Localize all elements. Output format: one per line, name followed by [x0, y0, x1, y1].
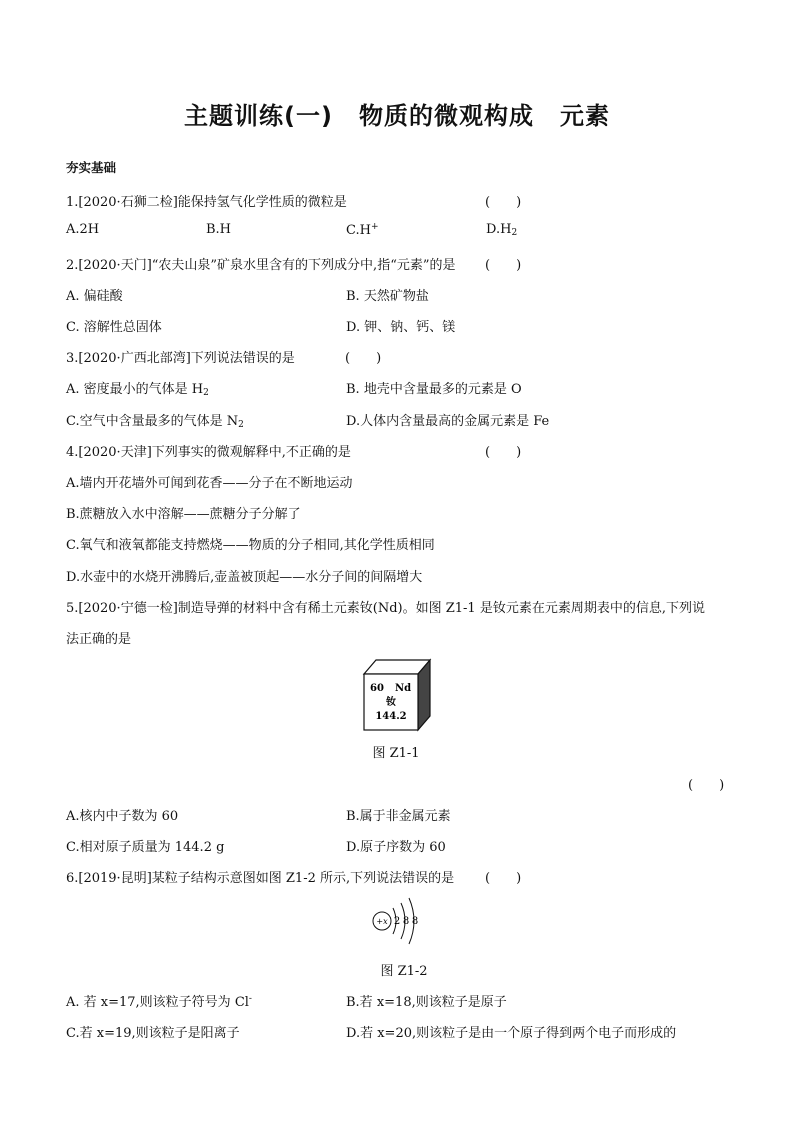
- question-6-stem: 6.[2019·昆明]某粒子结构示意图如图 Z1-2 所示,下列说法错误的是: [66, 871, 455, 886]
- question-1-option-c: C.H+: [346, 222, 379, 238]
- section-heading: 夯实基础: [66, 160, 117, 175]
- atomic-mass: 144.2: [375, 711, 407, 722]
- question-5-stem-line-2: 法正确的是: [66, 632, 132, 647]
- shell-2-electrons: 8: [402, 916, 410, 927]
- atomic-number: 60: [370, 683, 384, 694]
- question-3-option-d: D.人体内含量最高的金属元素是 Fe: [346, 414, 550, 429]
- question-1-option-a: A.2H: [66, 222, 100, 237]
- shell-1-electrons: 2: [393, 916, 401, 927]
- title-part-2: 物质的微观构成: [358, 102, 534, 130]
- page-title: [0, 96, 794, 131]
- question-2-option-a: A. 偏硅酸: [66, 289, 123, 304]
- question-2-answer-bracket: ( ): [485, 258, 522, 273]
- question-5-stem-line-1: 5.[2020·宁德一检]制造导弹的材料中含有稀土元素钕(Nd)。如图 Z1-1 是钕元素在元素周期表中的信息,下列说: [66, 601, 705, 616]
- element-symbol: Nd: [395, 683, 412, 694]
- question-2-stem: 2.[2020·天门]“农夫山泉”矿泉水里含有的下列成分中,指“元素”的是: [66, 258, 456, 273]
- nucleus-label: +x: [376, 917, 388, 926]
- question-1-stem: 1.[2020·石狮二检]能保持氢气化学性质的微粒是: [66, 195, 347, 210]
- question-6-option-c: C.若 x=19,则该粒子是阳离子: [66, 1026, 240, 1041]
- question-3-option-c: C.空气中含量最多的气体是 $N_2$: [66, 414, 244, 430]
- question-5-option-c: C.相对原子质量为 144.2 g: [66, 840, 225, 855]
- question-4-option-c: C.氧气和液氧都能支持燃烧——物质的分子相同,其化学性质相同: [66, 538, 435, 553]
- title-part-3: 元素: [559, 102, 610, 130]
- shell-3-electrons: 8: [411, 916, 419, 927]
- question-2-option-b: B. 天然矿物盐: [346, 289, 429, 304]
- question-4-stem: 4.[2020·天津]下列事实的微观解释中,不正确的是: [66, 445, 351, 460]
- question-5-option-b: B.属于非金属元素: [346, 809, 451, 824]
- question-4-option-d: D.水壶中的水烧开沸腾后,壶盖被顶起——水分子间的间隔增大: [66, 570, 423, 585]
- question-6-option-a: A. 若 x=17,则该粒子符号为 Cl-: [66, 994, 252, 1010]
- question-5-answer-bracket: ( ): [688, 778, 725, 793]
- question-3-stem: 3.[2020·广西北部湾]下列说法错误的是: [66, 351, 295, 366]
- question-6-answer-bracket: ( ): [485, 871, 522, 886]
- question-6-option-d: D.若 x=20,则该粒子是由一个原子得到两个电子而形成的: [346, 1026, 677, 1041]
- question-3-answer-bracket: ( ): [345, 351, 382, 366]
- question-1-option-b: B.H: [206, 222, 232, 237]
- question-3-option-a: A. 密度最小的气体是 $H_2$: [66, 382, 209, 398]
- figure-z1-2-caption: 图 Z1-2: [380, 964, 428, 979]
- question-4-option-b: B.蔗糖放入水中溶解——蔗糖分子分解了: [66, 507, 301, 522]
- question-3-option-b: B. 地壳中含量最多的元素是 O: [346, 382, 522, 397]
- question-1-option-d: $D.H_2$: [486, 222, 518, 238]
- question-2-option-c: C. 溶解性总固体: [66, 320, 162, 335]
- element-name: 钕: [386, 697, 396, 708]
- element-cube-figure: [358, 656, 434, 732]
- question-5-option-a: A.核内中子数为 60: [66, 809, 179, 824]
- title-part-1: 主题训练(一): [184, 102, 333, 130]
- question-2-option-d: D. 钾、钠、钙、镁: [346, 320, 456, 335]
- particle-structure-figure: [368, 894, 432, 948]
- question-4-option-a: A.墙内开花墙外可闻到花香——分子在不断地运动: [66, 476, 353, 491]
- figure-z1-1-caption: 图 Z1-1: [372, 746, 420, 761]
- question-5-option-d: D.原子序数为 60: [346, 840, 446, 855]
- question-4-answer-bracket: ( ): [485, 445, 522, 460]
- question-6-option-b: B.若 x=18,则该粒子是原子: [346, 995, 507, 1010]
- question-1-answer-bracket: ( ): [485, 195, 522, 210]
